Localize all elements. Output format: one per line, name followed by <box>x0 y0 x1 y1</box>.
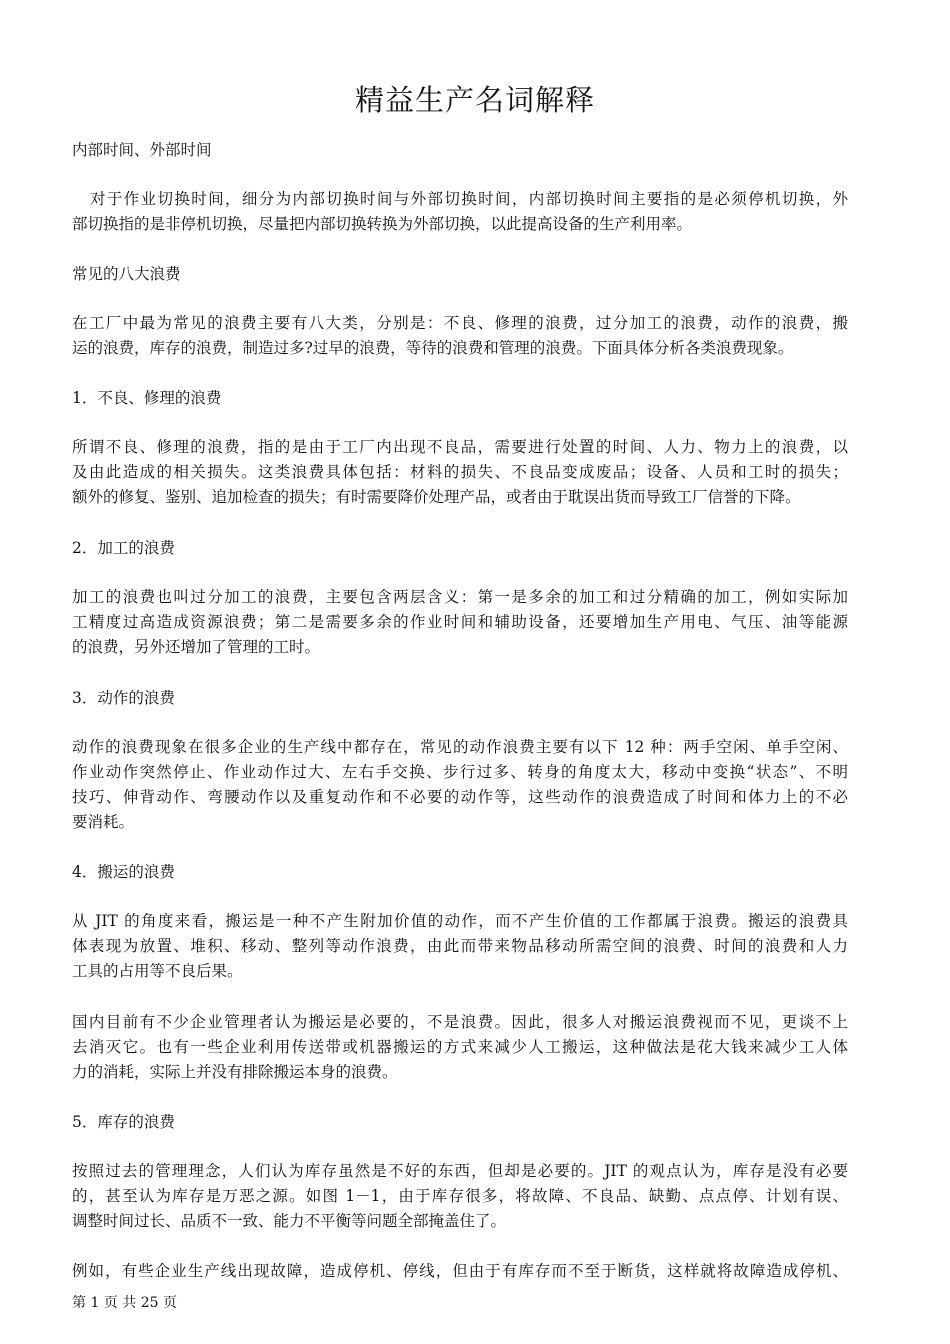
paragraph-motion-waste: 动作的浪费现象在很多企业的生产线中都存在，常见的动作浪费主要有以下 12 种：两手空闲、单手空闲、 作业动作突然停止、作业动作过大、左右手交换、步行过多、转身的角度太大，移动中变换“状态”、不明 技巧、伸背动作、弯腰动作以及重复动作和不必要的动作等，这些动作的浪费造成了时间和体力上的不必 要消耗。 <box>72 738 848 831</box>
heading-internal-external-time: 内部时间、外部时间 <box>72 141 212 159</box>
paragraph-transport-waste-2: 国内目前有不少企业管理者认为搬运是必要的，不是浪费。因此，很多人对搬运浪费视而不见，更谈不上 去消灭它。也有一些企业利用传送带或机器搬运的方式来减少人工搬运，这种做法是花大钱来减少工人体 力的消耗，实际上并没有排除搬运本身的浪费。 <box>72 1013 848 1081</box>
paragraph-inventory-example: 例如，有些企业生产线出现故障，造成停机、停线，但由于有库存而不至于断货，这样就将故障造成停机、 <box>72 1262 848 1280</box>
heading-inventory-waste: 5．库存的浪费 <box>72 1113 175 1131</box>
heading-motion-waste: 3．动作的浪费 <box>72 689 175 707</box>
heading-eight-wastes: 常见的八大浪费 <box>72 265 181 283</box>
paragraph-transport-waste: 从 JIT 的角度来看，搬运是一种不产生附加价值的动作，而不产生价值的工作都属于浪费。搬运的浪费具 体表现为放置、堆积、移动、整列等动作浪费，由此而带来物品移动所需空间的浪费、时间的浪费和人力 工具的占用等不良后果。 <box>72 912 848 980</box>
paragraph-eight-wastes: 在工厂中最为常见的浪费主要有八大类，分别是：不良、修理的浪费，过分加工的浪费，动作的浪费，搬 运的浪费，库存的浪费，制造过多?过早的浪费，等待的浪费和管理的浪费。下面具体分析各类浪费现象。 <box>72 314 848 357</box>
paragraph-processing-waste: 加工的浪费也叫过分加工的浪费，主要包含两层含义：第一是多余的加工和过分精确的加工，例如实际加 工精度过高造成资源浪费；第二是需要多余的作业时间和辅助设备，还要增加生产用电、气压、油等能源 的浪费，另外还增加了管理的工时。 <box>72 588 848 656</box>
paragraph-inventory-waste: 按照过去的管理理念，人们认为库存虽然是不好的东西，但却是必要的。JIT 的观点认为，库存是没有必要 的，甚至认为库存是万恶之源。如图 1－1，由于库存很多，将故障、不良品、缺勤、点点停、计划有误、 调整时间过长、品质不一致、能力不平衡等问题全部掩盖住了。 <box>72 1162 848 1230</box>
heading-processing-waste: 2．加工的浪费 <box>72 539 175 557</box>
page-footer: 第 1 页 共 25 页 <box>72 1295 177 1311</box>
heading-transport-waste: 4．搬运的浪费 <box>72 863 175 881</box>
heading-defect-waste: 1．不良、修理的浪费 <box>72 389 222 407</box>
paragraph-changeover: 对于作业切换时间，细分为内部切换时间与外部切换时间，内部切换时间主要指的是必须停机切换，外 部切换指的是非停机切换，尽量把内部切换转换为外部切换，以此提高设备的生产利用率。 <box>72 190 848 233</box>
paragraph-defect-waste: 所谓不良、修理的浪费，指的是由于工厂内出现不良品，需要进行处置的时间、人力、物力上的浪费，以 及由此造成的相关损失。这类浪费具体包括：材料的损失、不良品变成废品；设备、人员和工时的损失； 额外的修复、鉴别、追加检查的损失；有时需要降价处理产品，或者由于耽误出货而导致工厂信誉的下降。 <box>72 438 848 506</box>
page-title: 精益生产名词解释 <box>354 83 595 117</box>
